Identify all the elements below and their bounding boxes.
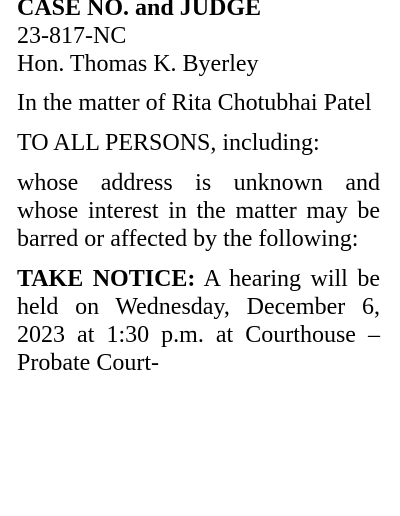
case-number: 23-817-NC — [17, 23, 127, 49]
take-notice-lead: TAKE NOTICE: — [17, 266, 196, 292]
case-block — [17, 0, 380, 78]
take-notice-paragraph — [17, 265, 380, 377]
matter-paragraph: In the matter of Rita Chotubhai Patel — [17, 90, 372, 116]
case-heading: CASE NO. and JUDGE — [17, 0, 262, 21]
whose-paragraph: whose address is unknown and whose interest in the matter may be barred or affected by the following: — [17, 170, 380, 252]
legal-notice — [17, 0, 380, 389]
judge-name: Hon. Thomas K. Byerley — [17, 51, 259, 77]
to-persons-paragraph: TO ALL PERSONS, including: — [17, 130, 320, 156]
take-notice-text: A hearing will be held on Wednesday, December 6, 2023 at 1:30 p.m. at Courthouse – Probate Court- — [17, 266, 380, 376]
